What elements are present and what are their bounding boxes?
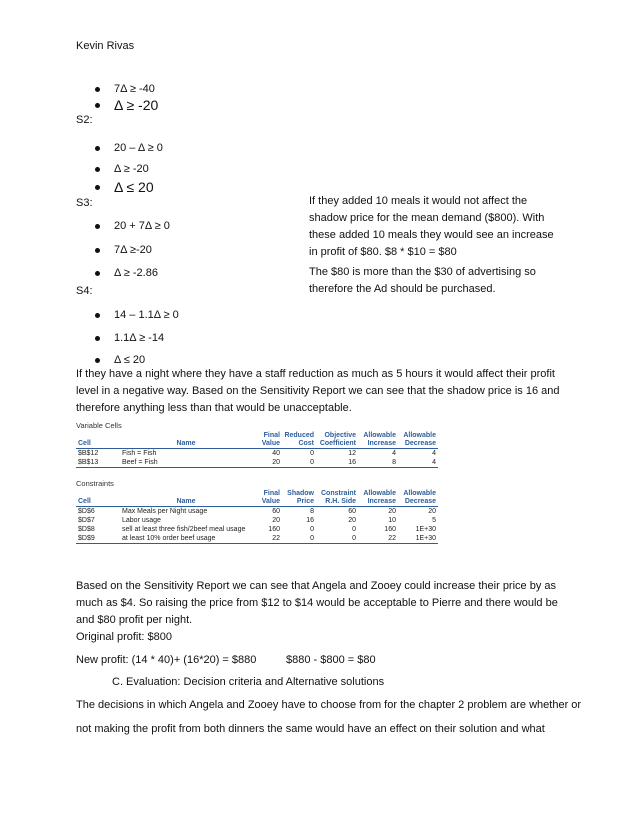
profit-difference: $880 - $800 = $80 <box>286 654 376 666</box>
bullet-icon <box>95 224 100 229</box>
document-page: Kevin Rivas 7Δ ≥ -40 Δ ≥ -20 S2: 20 – Δ ≥ 0 Δ ≥ -20 Δ ≤ 20 S3: 20 + 7Δ ≥ 0 7Δ ≥-20 Δ ≥ -2.86 S4: 14 – 1.1Δ ≥ 0 1.1Δ ≥ -14 Δ ≤ 20 If they added 10 meals it would not affect the shadow price for the mean demand ($800). With these added 10 meals they would see an increase in profit of $80. $8 * $10 = $80 The $80 is more than the $30 of advertising so therefore the Ad should be purchased. If they have a night where they have a staff reduction as much as 5 hours it would affect their profit level in a negative way. Based on the Sensitivity Report we can see that the shadow price is 16 and therefore anything less than that would be unacceptable. Variable Cells Final Reduced Objective Allowable Allowable Cell Name Value Cost Coefficient Increase Decrease $B$12 Fish = Fish 40 0 12 4 4 $B$13 Beef = Fish 20 0 16 8 4 Constraints Final Shadow Constraint Allowable Allowable Cell Name Value Price R.H. Side Increase Decrease $D$6 Max Meals per Night usage 60 8 60 20 20 $D$7 Labor usage 20 16 20 10 5 $D$8 sell at least three fish/2beef meal usage 160 0 0 160 1E+30 $D$9 at least 10% order beef usage 22 0 0 22 1E+30 Based on the Sensitivity Report we can see that Angela and Zooey could increase their price by as much as $4. So raising the price from $12 to $14 would be acceptable to Pierre and there would be and $80 profit per night. Original profit: $800 New profit: (14 * 40)+ (16*20) = $880 $880 - $800 = $80 C. Evaluation: Decision criteria and Alternative solutions The decisions in which Angela and Zooey have to choose from for the chapter 2 problem are whether or not making the profit from both dinners the same would have an effect on their solution and what <box>76 40 582 735</box>
side-note-paragraph-1: If they added 10 meals it would not affect the shadow price for the mean demand ($800). With these added 10 meals they would see an increase in profit of $80. $8 * $10 = $80 <box>309 195 554 258</box>
final-paragraph-line-2: not making the profit from both dinners the same would have an effect on their solution and what <box>76 723 545 735</box>
staff-reduction-paragraph: If they have a night where they have a staff reduction as much as 5 hours it would affect their profit level in a negative way. Based on the Sensitivity Report we can see that the shadow price is 16 and therefore anything less than that would be unacceptable. <box>76 368 560 414</box>
table-row: $D$6 Max Meals per Night usage 60 8 60 20 20 <box>78 508 436 515</box>
section-label-s4: S4: <box>76 285 93 297</box>
bullet-icon <box>95 336 100 341</box>
bullet-icon <box>95 185 100 190</box>
bullet-icon <box>95 167 100 172</box>
sensitivity-report <box>76 420 438 544</box>
author-name: Kevin Rivas <box>76 40 135 52</box>
bullet-icon <box>95 271 100 276</box>
variable-cells-table: Final Reduced Objective Allowable Allowable Cell Name Value Cost Coefficient Increase Decrease $B$12 Fish = Fish 40 0 12 4 4 $B$13 Beef = Fish 20 0 16 8 4 <box>78 432 436 466</box>
section-label-s2: S2: <box>76 114 93 126</box>
bullet-icon <box>95 313 100 318</box>
variable-cells-title: Variable Cells <box>76 421 122 430</box>
bullet-icon <box>95 87 100 92</box>
price-increase-paragraph: Based on the Sensitivity Report we can see that Angela and Zooey could increase their price by as much as $4. So raising the price from $12 to $14 would be acceptable to Pierre and there would be and $80 profit per night. <box>76 580 558 626</box>
new-profit: New profit: (14 * 40)+ (16*20) = $880 <box>76 654 257 666</box>
bullet-icon <box>95 248 100 253</box>
bullet-icon <box>95 103 100 108</box>
constraints-table: Final Shadow Constraint Allowable Allowable Cell Name Value Price R.H. Side Increase Decrease $D$6 Max Meals per Night usage 60 8 60 20 20 $D$7 Labor usage 20 16 20 10 5 $D$8 sell at least three fish/2beef meal usage 160 0 0 160 1E+30 $D$9 at least 10% order beef usage 22 0 0 22 1E+30 <box>78 490 436 542</box>
table-row: $D$7 Labor usage 20 16 20 10 5 <box>78 517 436 524</box>
table-row: $D$9 at least 10% order beef usage 22 0 0 22 1E+30 <box>78 535 436 542</box>
section-label-s3: S3: <box>76 197 93 209</box>
table-row: $D$8 sell at least three fish/2beef meal usage 160 0 0 160 1E+30 <box>78 526 436 533</box>
table-row: $B$13 Beef = Fish 20 0 16 8 4 <box>78 459 436 466</box>
section-heading: C. Evaluation: Decision criteria and Alternative solutions <box>112 676 385 688</box>
final-paragraph-line-1: The decisions in which Angela and Zooey have to choose from for the chapter 2 problem are whether or <box>76 699 582 711</box>
constraints-title: Constraints <box>76 479 114 488</box>
bullet-icon <box>95 146 100 151</box>
original-profit: Original profit: $800 <box>76 631 172 643</box>
bullet-icon <box>95 358 100 363</box>
side-note-paragraph-2: The $80 is more than the $30 of advertising so therefore the Ad should be purchased. <box>309 266 536 295</box>
table-row: $B$12 Fish = Fish 40 0 12 4 4 <box>78 450 436 457</box>
